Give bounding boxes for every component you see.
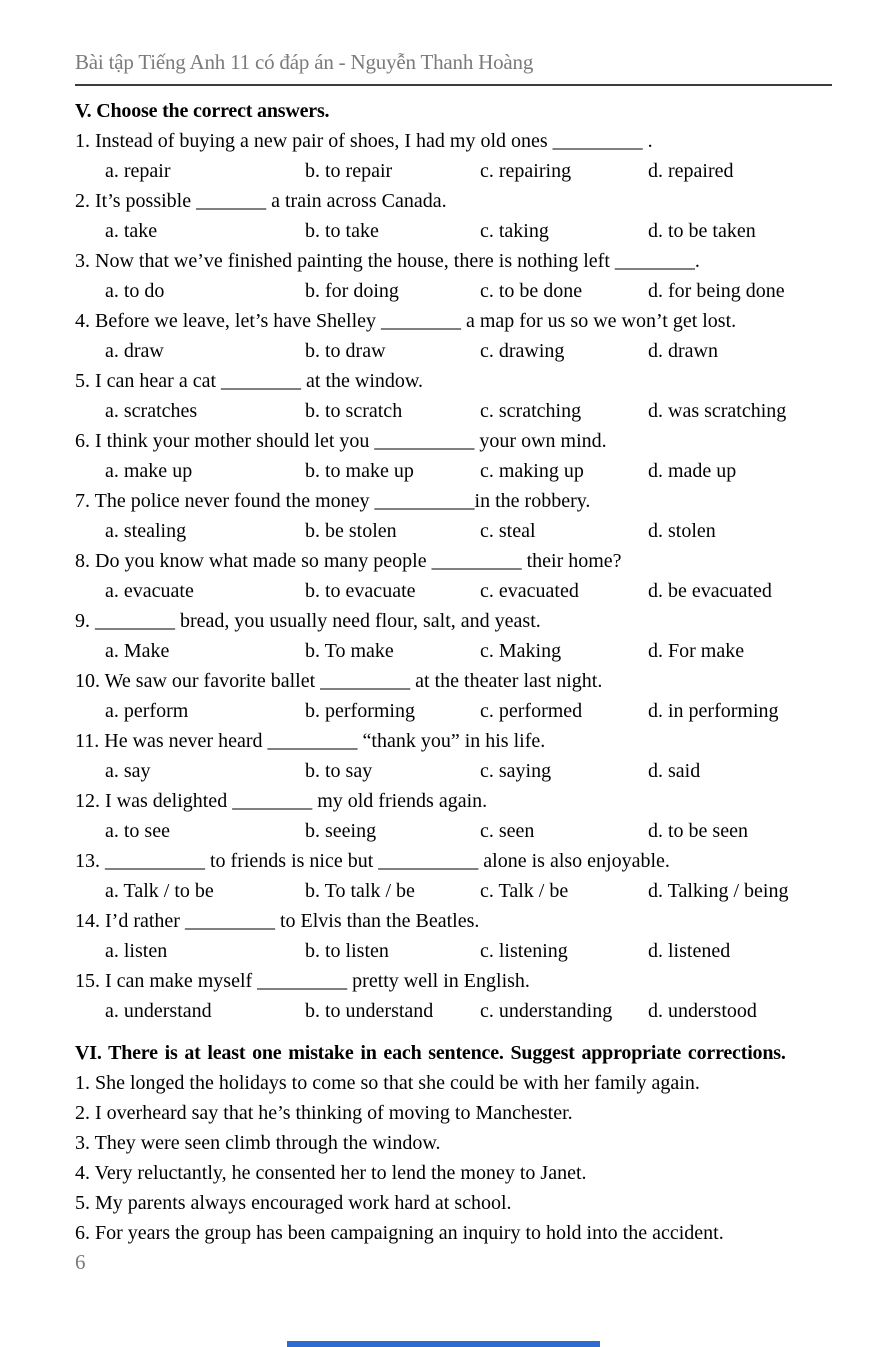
option-b: b. be stolen bbox=[305, 520, 397, 542]
option-d: d. For make bbox=[648, 640, 745, 662]
option-c: c. Talk / be bbox=[480, 880, 569, 902]
option-a: a. take bbox=[105, 220, 158, 242]
options-row bbox=[75, 576, 832, 606]
option-b: b. To make bbox=[305, 640, 394, 662]
option-a: a. Make bbox=[105, 640, 170, 662]
option-b: b. to understand bbox=[305, 1000, 434, 1022]
options-row bbox=[75, 276, 832, 306]
question-text: 1. Instead of buying a new pair of shoes, I had my old ones _________ . bbox=[75, 130, 653, 152]
question-item bbox=[75, 906, 832, 966]
options-row bbox=[75, 336, 832, 366]
exercise-content bbox=[75, 96, 832, 1248]
options-row bbox=[75, 456, 832, 486]
question-text: 4. Before we leave, let’s have Shelley ________ a map for us so we won’t get lost. bbox=[75, 310, 737, 332]
option-a: a. draw bbox=[105, 340, 164, 362]
sentence-item: 2. I overheard say that he’s thinking of moving to Manchester. bbox=[75, 1102, 573, 1124]
question-item bbox=[75, 126, 832, 186]
option-a: a. stealing bbox=[105, 520, 187, 542]
question-item bbox=[75, 546, 832, 606]
question-item bbox=[75, 726, 832, 786]
option-a: a. say bbox=[105, 760, 151, 782]
option-c: c. evacuated bbox=[480, 580, 579, 602]
option-a: a. listen bbox=[105, 940, 168, 962]
option-d: d. understood bbox=[648, 1000, 757, 1022]
options-row bbox=[75, 636, 832, 666]
option-d: d. in performing bbox=[648, 700, 779, 722]
option-b: b. to take bbox=[305, 220, 379, 242]
question-text: 5. I can hear a cat ________ at the window. bbox=[75, 370, 424, 392]
section-v-heading: V. Choose the correct answers. bbox=[75, 100, 330, 122]
option-a: a. Talk / to be bbox=[105, 880, 214, 902]
option-c: c. performed bbox=[480, 700, 583, 722]
option-c: c. saying bbox=[480, 760, 552, 782]
option-c: c. taking bbox=[480, 220, 549, 242]
sentence-item: 5. My parents always encouraged work hard at school. bbox=[75, 1192, 512, 1214]
question-item bbox=[75, 666, 832, 726]
option-d: d. drawn bbox=[648, 340, 718, 362]
options-row bbox=[75, 516, 832, 546]
options-row bbox=[75, 996, 832, 1026]
question-item bbox=[75, 366, 832, 426]
section-v-questions bbox=[75, 126, 832, 1026]
question-text: 9. ________ bread, you usually need flour, salt, and yeast. bbox=[75, 610, 541, 632]
question-item bbox=[75, 306, 832, 366]
option-a: a. understand bbox=[105, 1000, 212, 1022]
header-title: Bài tập Tiếng Anh 11 có đáp án - Nguyễn Thanh Hoàng bbox=[75, 50, 534, 74]
option-b: b. to draw bbox=[305, 340, 386, 362]
options-row bbox=[75, 816, 832, 846]
options-row bbox=[75, 936, 832, 966]
option-a: a. evacuate bbox=[105, 580, 194, 602]
section-vi-heading: VI. There is at least one mistake in each sentence. Suggest appropriate corrections. bbox=[75, 1042, 786, 1064]
sentence-item: 3. They were seen climb through the window. bbox=[75, 1132, 441, 1154]
option-d: d. to be seen bbox=[648, 820, 748, 842]
option-c: c. making up bbox=[480, 460, 584, 482]
question-text: 8. Do you know what made so many people _________ their home? bbox=[75, 550, 622, 572]
options-row bbox=[75, 876, 832, 906]
option-d: d. stolen bbox=[648, 520, 716, 542]
question-item bbox=[75, 246, 832, 306]
section-vi-sentences bbox=[75, 1068, 832, 1248]
option-b: b. to make up bbox=[305, 460, 414, 482]
option-c: c. understanding bbox=[480, 1000, 613, 1022]
page-header bbox=[75, 50, 832, 86]
question-text: 13. __________ to friends is nice but __________ alone is also enjoyable. bbox=[75, 850, 670, 872]
option-a: a. to see bbox=[105, 820, 170, 842]
question-item bbox=[75, 966, 832, 1026]
options-row bbox=[75, 156, 832, 186]
question-item bbox=[75, 186, 832, 246]
option-d: d. to be taken bbox=[648, 220, 756, 242]
question-text: 2. It’s possible _______ a train across Canada. bbox=[75, 190, 447, 212]
option-d: d. for being done bbox=[648, 280, 785, 302]
question-text: 6. I think your mother should let you __________ your own mind. bbox=[75, 430, 607, 452]
option-b: b. to evacuate bbox=[305, 580, 416, 602]
option-a: a. make up bbox=[105, 460, 193, 482]
option-a: a. repair bbox=[105, 160, 171, 182]
question-text: 11. He was never heard _________ “thank you” in his life. bbox=[75, 730, 546, 752]
option-b: b. To talk / be bbox=[305, 880, 415, 902]
option-b: b. performing bbox=[305, 700, 415, 722]
question-item bbox=[75, 486, 832, 546]
question-text: 14. I’d rather _________ to Elvis than the Beatles. bbox=[75, 910, 480, 932]
question-item bbox=[75, 426, 832, 486]
page-number: 6 bbox=[75, 1250, 86, 1274]
option-d: d. listened bbox=[648, 940, 731, 962]
question-text: 3. Now that we’ve finished painting the house, there is nothing left ________. bbox=[75, 250, 700, 272]
option-c: c. listening bbox=[480, 940, 568, 962]
question-item bbox=[75, 606, 832, 666]
options-row bbox=[75, 756, 832, 786]
option-d: d. was scratching bbox=[648, 400, 787, 422]
question-text: 7. The police never found the money __________in the robbery. bbox=[75, 490, 591, 512]
option-d: d. be evacuated bbox=[648, 580, 772, 602]
question-text: 10. We saw our favorite ballet _________ at the theater last night. bbox=[75, 670, 603, 692]
option-b: b. to repair bbox=[305, 160, 393, 182]
option-d: d. repaired bbox=[648, 160, 734, 182]
sentence-item: 4. Very reluctantly, he consented her to lend the money to Janet. bbox=[75, 1162, 587, 1184]
option-a: a. perform bbox=[105, 700, 189, 722]
options-row bbox=[75, 396, 832, 426]
option-d: d. Talking / being bbox=[648, 880, 789, 902]
option-d: d. said bbox=[648, 760, 701, 782]
sentence-item: 1. She longed the holidays to come so that she could be with her family again. bbox=[75, 1072, 700, 1094]
options-row bbox=[75, 216, 832, 246]
bottom-scroll-indicator[interactable] bbox=[287, 1341, 600, 1347]
option-c: c. Making bbox=[480, 640, 562, 662]
option-c: c. to be done bbox=[480, 280, 583, 302]
option-c: c. seen bbox=[480, 820, 535, 842]
question-item bbox=[75, 786, 832, 846]
option-c: c. drawing bbox=[480, 340, 565, 362]
option-b: b. seeing bbox=[305, 820, 377, 842]
option-b: b. to scratch bbox=[305, 400, 403, 422]
option-b: b. to say bbox=[305, 760, 373, 782]
option-a: a. to do bbox=[105, 280, 165, 302]
question-text: 15. I can make myself _________ pretty well in English. bbox=[75, 970, 530, 992]
question-text: 12. I was delighted ________ my old friends again. bbox=[75, 790, 488, 812]
option-c: c. steal bbox=[480, 520, 536, 542]
question-item bbox=[75, 846, 832, 906]
option-c: c. repairing bbox=[480, 160, 572, 182]
option-b: b. for doing bbox=[305, 280, 399, 302]
option-c: c. scratching bbox=[480, 400, 582, 422]
option-a: a. scratches bbox=[105, 400, 198, 422]
option-b: b. to listen bbox=[305, 940, 389, 962]
options-row bbox=[75, 696, 832, 726]
sentence-item: 6. For years the group has been campaigning an inquiry to hold into the accident. bbox=[75, 1222, 724, 1244]
option-d: d. made up bbox=[648, 460, 737, 482]
